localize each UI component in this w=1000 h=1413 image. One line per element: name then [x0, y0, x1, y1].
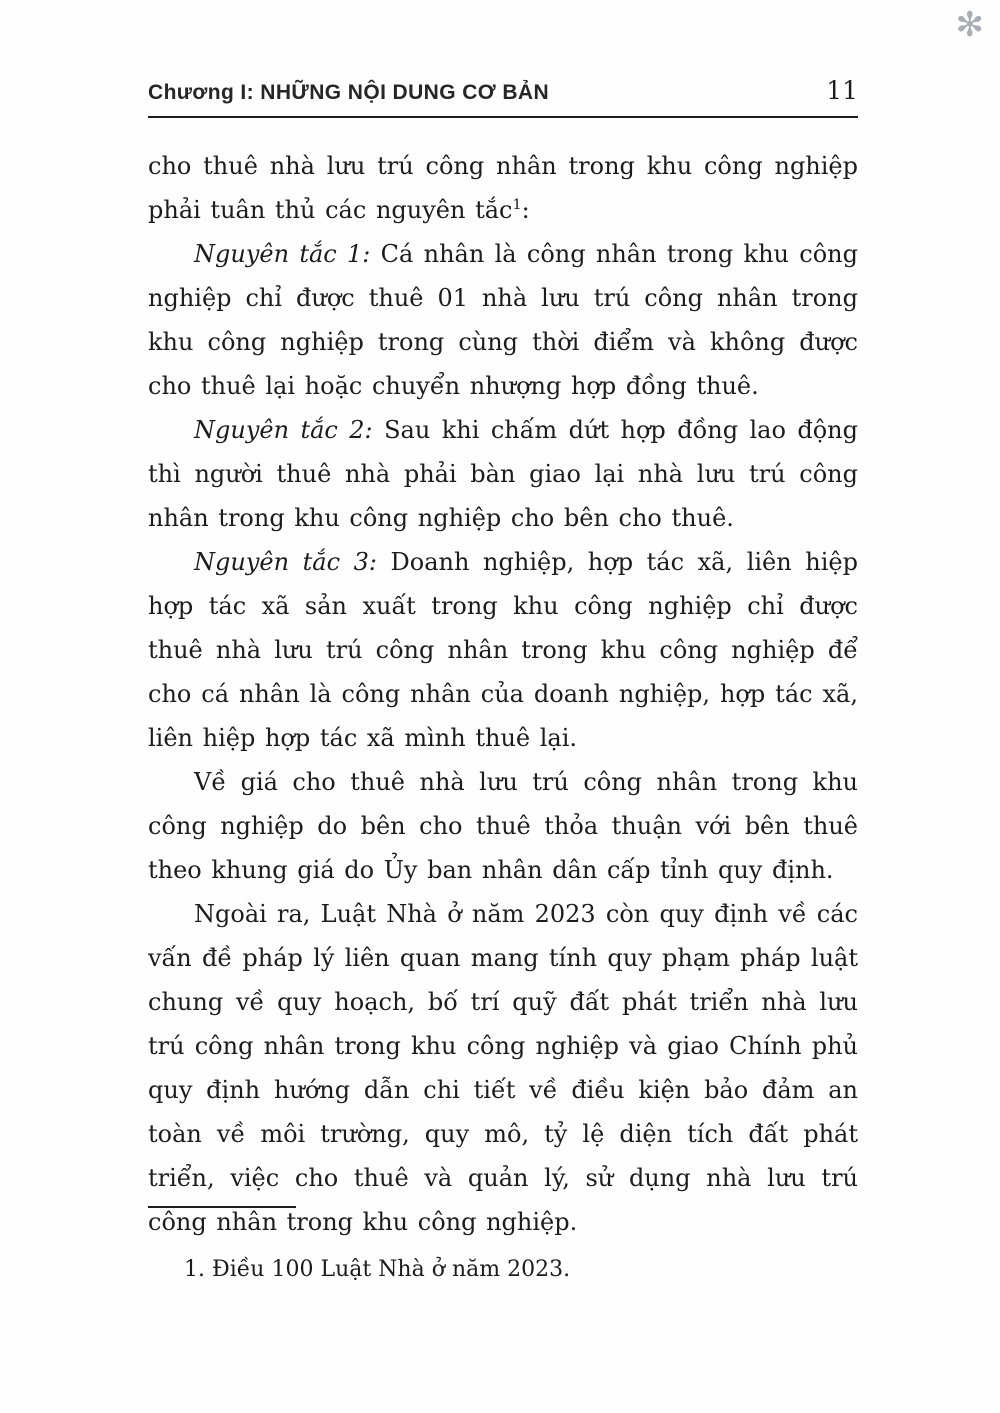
page-number: 11 — [826, 76, 858, 105]
paragraph-principle-2 — [148, 408, 858, 540]
page-header — [148, 76, 858, 118]
paragraph-text: Doanh nghiệp, hợp tác xã, liên hiệp hợp tác xã sản xuất trong khu công nghiệp chỉ được thuê nhà lưu trú công nhân trong khu công nghiệp để cho cá nhân là công nhân của doanh nghiệp, hợp tác xã, liên hiệp hợp tác xã mình thuê lại. — [148, 548, 859, 752]
paragraph-principle-3 — [148, 540, 858, 760]
paragraph-lead-italic: Nguyên tắc 2: — [194, 416, 373, 444]
paragraph-text: Về giá cho thuê nhà lưu trú công nhân trong khu công nghiệp do bên cho thuê thỏa thuận với bên thuê theo khung giá do Ủy ban nhân dân cấp tỉnh quy định. — [148, 768, 858, 884]
footnote-divider — [148, 1206, 296, 1208]
flower-watermark-icon: ✻ — [955, 5, 984, 45]
paragraph-text: Cá nhân là công nhân trong khu công nghiệp chỉ được thuê 01 nhà lưu trú công nhân trong khu công nghiệp trong cùng thời điểm và không được cho thuê lại hoặc chuyển nhượng hợp đồng thuê. — [148, 240, 858, 400]
paragraph-lead-italic: Nguyên tắc 3: — [194, 548, 377, 576]
paragraph-text: Sau khi chấm dứt hợp đồng lao động thì người thuê nhà phải bàn giao lại nhà lưu trú công nhân trong khu công nghiệp cho bên cho thuê. — [148, 416, 859, 532]
paragraph-additional — [148, 892, 858, 1244]
paragraph-text: Ngoài ra, Luật Nhà ở năm 2023 còn quy định về các vấn đề pháp lý liên quan mang tính quy phạm pháp luật chung về quy hoạch, bố trí quỹ đất phát triển nhà lưu trú công nhân trong khu công nghiệp và giao Chính phủ quy định hướng dẫn chi tiết về điều kiện bảo đảm an toàn về môi trường, quy mô, tỷ lệ diện tích đất phát triển, việc cho thuê và quản lý, sử dụng nhà lưu trú công nhân trong khu công nghiệp. — [148, 900, 858, 1236]
paragraph-text: : — [521, 196, 530, 224]
chapter-title: Chương I: NHỮNG NỘI DUNG CƠ BẢN — [148, 81, 550, 104]
footnote-text: 1. Điều 100 Luật Nhà ở năm 2023. — [184, 1257, 571, 1282]
footnote-reference: 1 — [512, 197, 522, 213]
paragraph-pricing — [148, 760, 858, 892]
paragraph-lead-italic: Nguyên tắc 1: — [194, 240, 371, 268]
paragraph-intro — [148, 144, 858, 232]
paragraph-principle-1 — [148, 232, 858, 408]
paragraph-text: cho thuê nhà lưu trú công nhân trong khu công nghiệp phải tuân thủ các nguyên tắc — [148, 152, 858, 224]
page-content — [148, 144, 858, 1244]
